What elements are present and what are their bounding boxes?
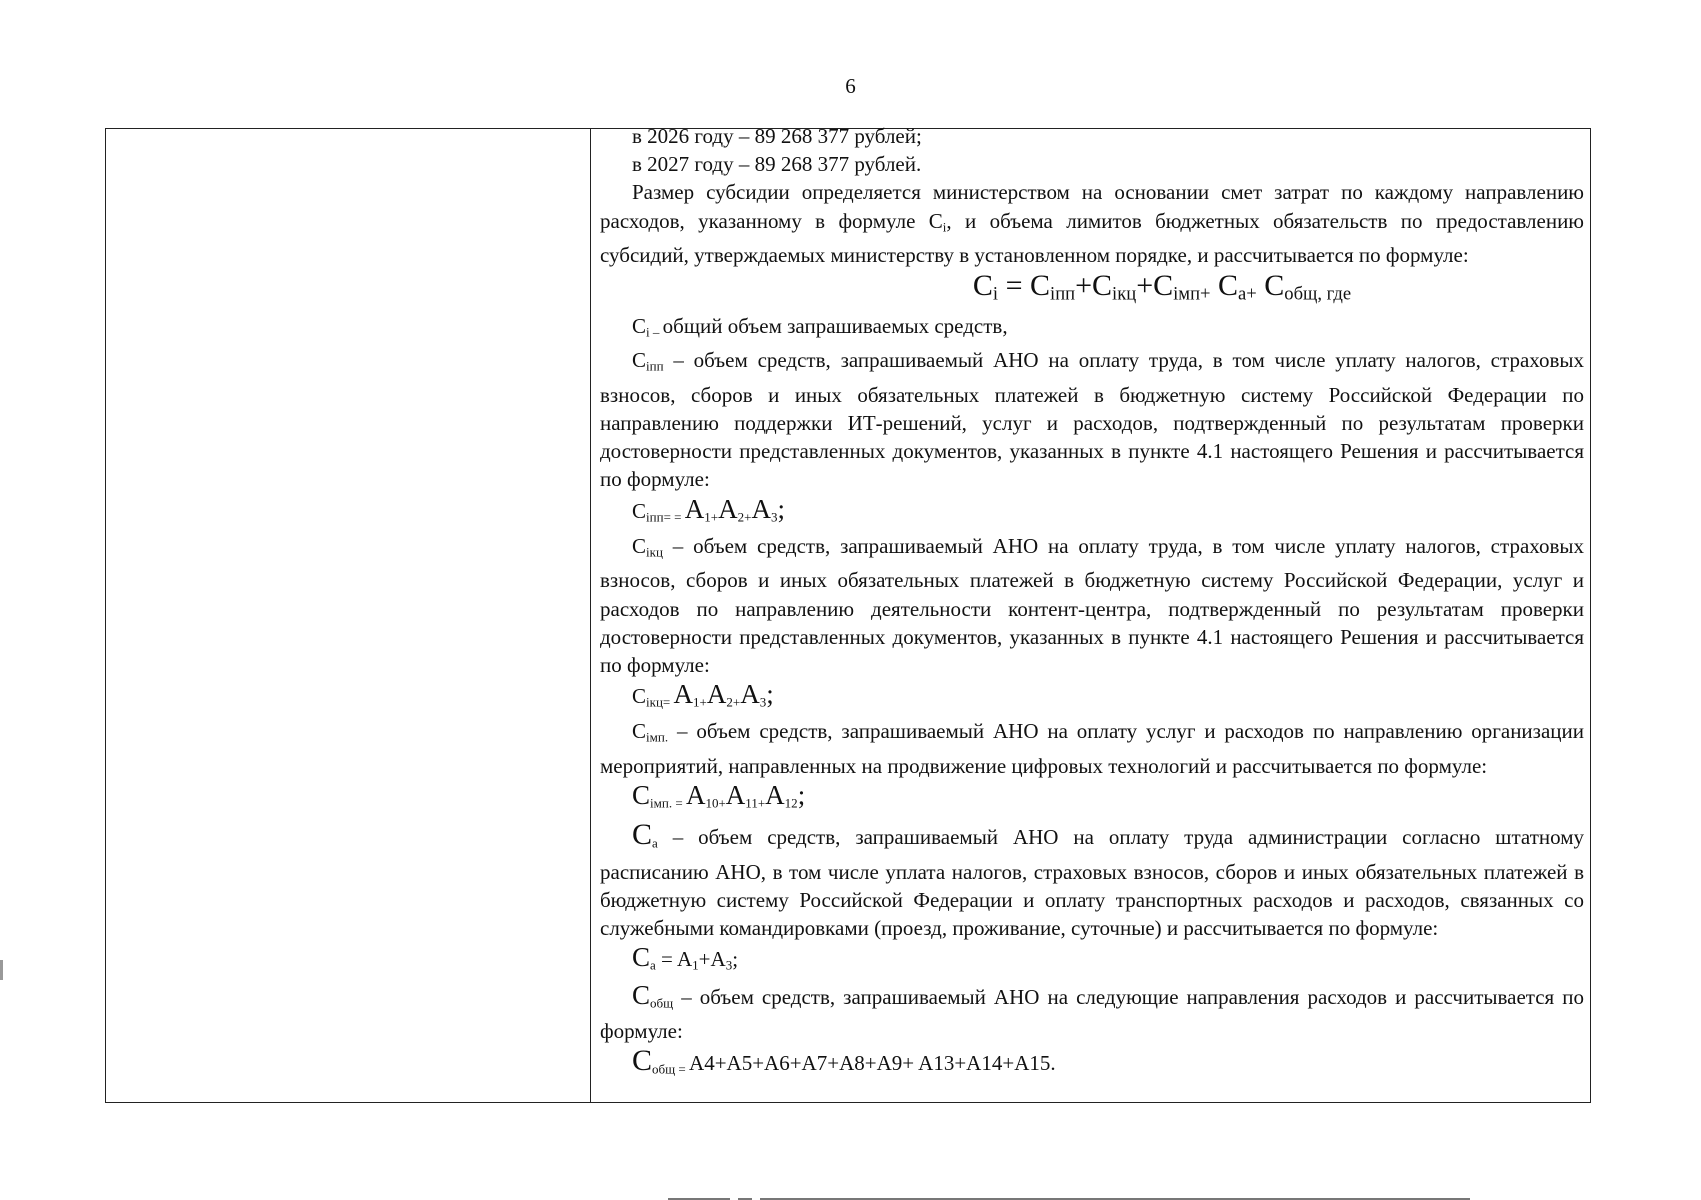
formula-terms: A4+A5+A6+A7+A8+A9+ A13+A14+A15. xyxy=(689,1051,1056,1076)
symbol: A xyxy=(751,493,771,524)
definition-text: – объем средств, запрашиваемый АНО на оплату труда администрации согласно штатному расписанию АНО, в том числе уплата налогов, страховых взносов, сборов и иных обязательных платежей в бюджетную систему Российской Федерации и оплату транспортных расходов и расходов, связанных со служебными командировками (проезд, проживание, суточные) и рассчитывается по формуле: xyxy=(600,825,1584,941)
subscript: iмп. = xyxy=(650,795,686,811)
definition-cobsh xyxy=(600,981,1584,1046)
definition-text: – объем средств, запрашиваемый АНО на оплату труда, в том числе уплату налогов, страховых взносов, сборов и иных обязательных платежей в бюджетную систему Российской Федерации, услуг и расходов по направлению деятельности контент-центра, подтвержденный по результатам проверки достоверности представленных документов, указанных в пункте 4.1 настоящего Решения и рассчитывается по формуле: xyxy=(600,533,1584,677)
formula-ca xyxy=(600,942,1584,980)
symbol: C xyxy=(632,684,647,709)
subscript: iпп= = xyxy=(646,508,685,524)
subscript: 3 xyxy=(759,694,767,710)
punctuation: ; xyxy=(797,780,806,811)
paragraph-text: , и объема лимитов бюджетных обязательств по предоставлению субсидий, утверждаемых министерству в установленном порядке, и рассчитывается по формуле: xyxy=(600,208,1584,268)
subscript: 11+ xyxy=(745,795,766,811)
symbol: = A xyxy=(655,947,693,972)
subscript: общ = xyxy=(652,1061,690,1077)
subscript: i – xyxy=(646,324,663,340)
definition-text: – объем средств, запрашиваемый АНО на оплату труда, в том числе уплату налогов, страховых взносов, сборов и иных обязательных платежей в бюджетную систему Российской Федерации по направлению поддержки ИТ-решений, услуг и расходов, подтвержденный по результатам проверки достоверности представленных документов, указанных в пункте 4.1 настоящего Решения и рассчитывается по формуле: xyxy=(600,348,1584,492)
symbol: C xyxy=(632,1044,653,1078)
formula-cipp xyxy=(600,494,1584,532)
formula-subscript: общ, где xyxy=(1284,283,1352,305)
formula-subscript: i xyxy=(992,283,999,305)
subscript: iкц= xyxy=(646,694,674,710)
column-divider xyxy=(590,129,591,1102)
subscript: 12 xyxy=(784,795,798,811)
formula-subscript: iкц xyxy=(1112,283,1137,305)
symbol: A xyxy=(684,493,705,524)
formula-subscript: iпп xyxy=(1050,283,1076,305)
formula-symbol: = C xyxy=(998,269,1051,303)
formula-symbol: +C xyxy=(1136,269,1174,303)
subscript: a xyxy=(650,957,656,973)
subscript: i xyxy=(942,218,947,234)
symbol: C xyxy=(632,942,651,973)
definition-text: – объем средств, запрашиваемый АНО на следующие направления расходов и рассчитывается по формуле: xyxy=(600,984,1584,1044)
subscript: iмп. xyxy=(646,729,669,745)
formula-subscript: a+ xyxy=(1238,283,1257,305)
formula-symbol: C xyxy=(1210,269,1239,303)
subscript: 1+ xyxy=(704,508,719,524)
page-number: 6 xyxy=(845,74,856,98)
subscript: 1 xyxy=(692,957,699,973)
formula-cobsh xyxy=(600,1045,1584,1084)
paragraph-2027: в 2027 году – 89 268 377 рублей. xyxy=(632,152,922,177)
definition-cikc xyxy=(600,532,1584,679)
subscript: общ xyxy=(650,994,674,1010)
subscript: iпп xyxy=(646,358,664,374)
subscript: a xyxy=(652,835,658,851)
symbol: C xyxy=(632,818,653,852)
main-formula xyxy=(600,269,1584,312)
subscript: 10+ xyxy=(705,795,726,811)
definition-cipp xyxy=(600,346,1584,493)
paragraph-subsidy-size xyxy=(600,178,1584,269)
symbol: A xyxy=(706,679,727,710)
formula-symbol: C xyxy=(1256,269,1285,303)
formula-symbol: C xyxy=(972,269,993,303)
subscript: 1+ xyxy=(693,694,707,710)
subscript: 2+ xyxy=(737,508,752,524)
scan-artifact-mark xyxy=(0,960,3,980)
subscript: 3 xyxy=(725,957,733,973)
punctuation: ; xyxy=(777,493,786,524)
symbol: C xyxy=(632,719,647,744)
punctuation: ; xyxy=(766,679,774,710)
subscript: 3 xyxy=(770,508,778,524)
punctuation: ; xyxy=(732,947,739,972)
symbol: C xyxy=(632,780,651,811)
definition-ci xyxy=(600,312,1584,346)
definition-text: общий объем запрашиваемых средств, xyxy=(662,313,1008,338)
document-table xyxy=(105,124,1591,1103)
paragraph-text: Размер субсидии определяется министерством на основании смет затрат по каждому направлению расходов, указанному в формуле C xyxy=(600,180,1584,233)
symbol: C xyxy=(632,979,651,1010)
definition-cimp xyxy=(600,717,1584,780)
subscript: iкц xyxy=(646,544,663,560)
definition-text: – объем средств, запрашиваемый АНО на оплату услуг и расходов по направлению организации мероприятий, направленных на продвижение цифровых технологий и рассчитывается по формуле: xyxy=(600,719,1584,778)
symbol: C xyxy=(632,498,647,523)
symbol: C xyxy=(632,533,647,558)
symbol: A xyxy=(673,679,694,710)
paragraph-2026: в 2026 году – 89 268 377 рублей; xyxy=(632,124,922,148)
symbol: C xyxy=(632,348,647,373)
formula-symbol: +C xyxy=(1075,269,1113,303)
symbol: C xyxy=(632,313,647,338)
symbol: A xyxy=(725,780,746,811)
subscript: 2+ xyxy=(726,694,741,710)
formula-cimp xyxy=(600,780,1584,818)
symbol: A xyxy=(765,780,785,811)
symbol: A xyxy=(685,780,706,811)
formula-cikc xyxy=(600,679,1584,717)
symbol: +A xyxy=(698,947,726,972)
table-right-cell xyxy=(600,122,1584,1085)
formula-subscript: iмп+ xyxy=(1173,283,1211,305)
definition-ca xyxy=(600,818,1584,942)
symbol: A xyxy=(740,679,760,710)
symbol: A xyxy=(718,493,738,524)
